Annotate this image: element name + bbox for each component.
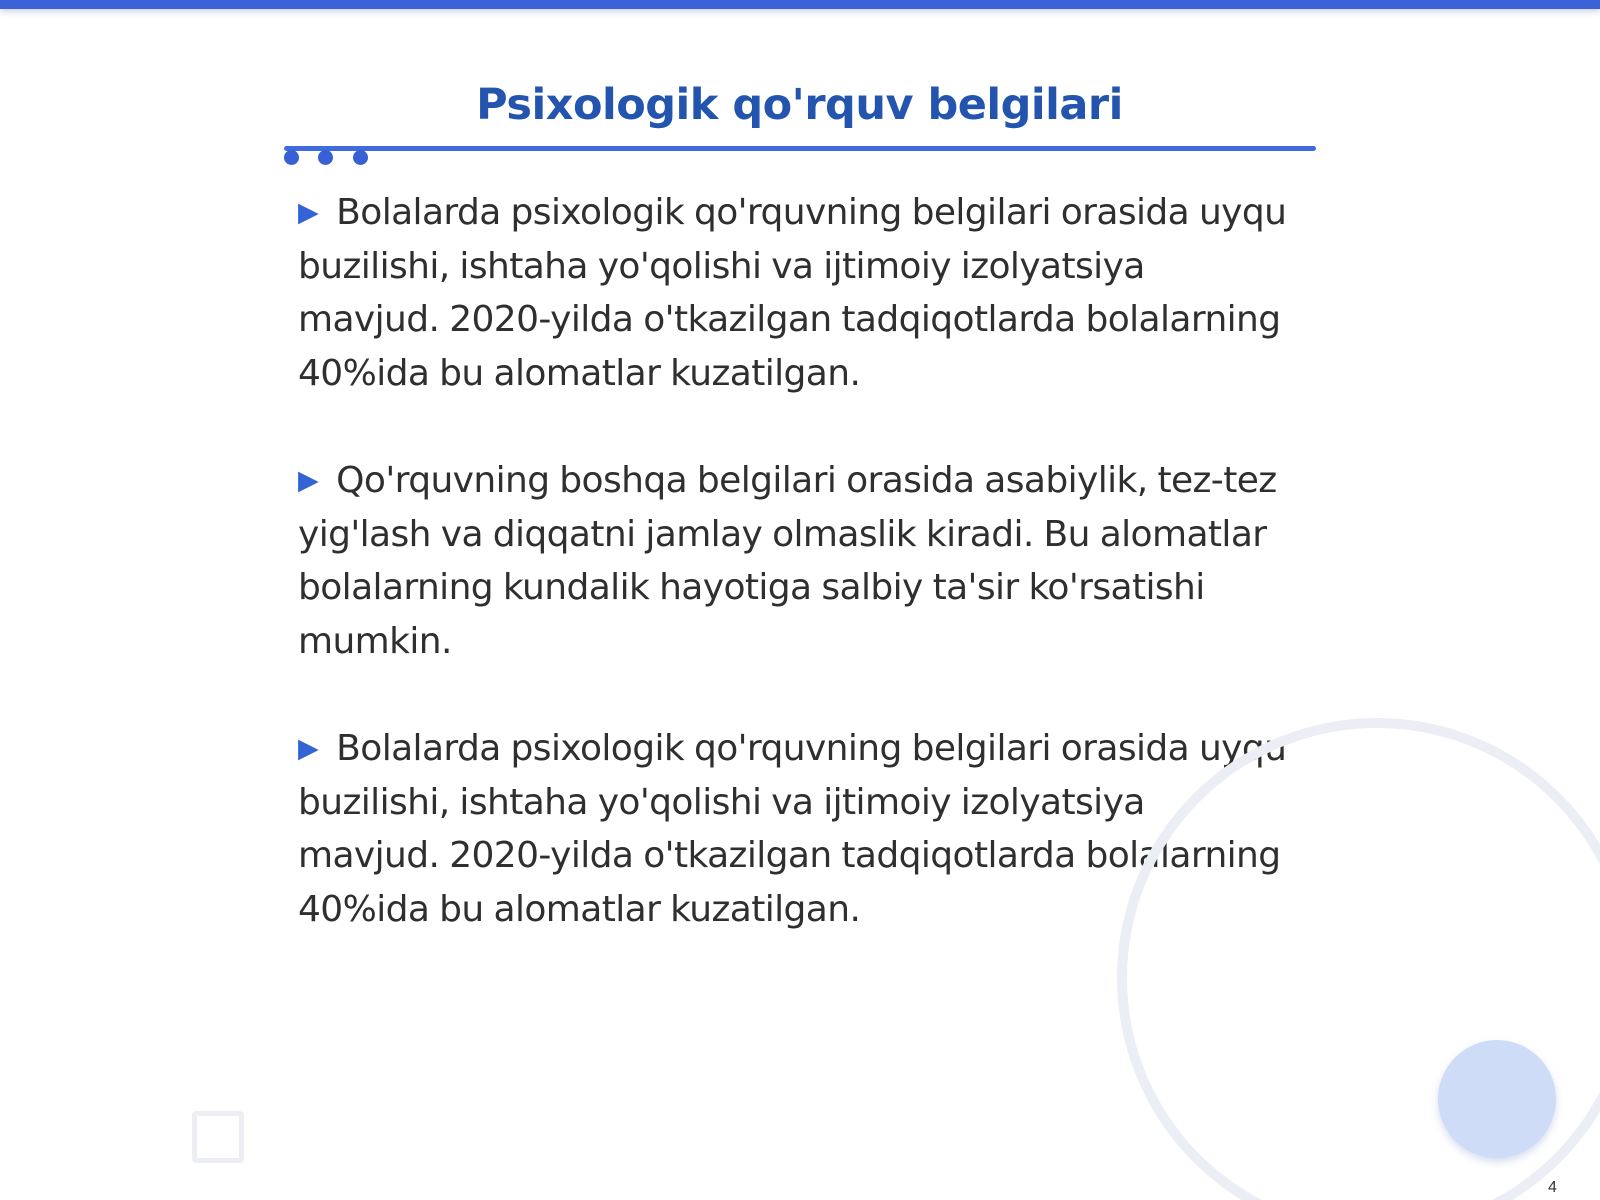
triangle-bullet-icon: ▶ bbox=[298, 733, 319, 764]
bullet-text: Bolalarda psixologik qo'rquvning belgilari orasida uyqu buzilishi, ishtaha yo'qolishi va ijtimoiy izolyatsiya mavjud. 2020-yilda o'tkazilgan tadqiqotlarda bolalarning 40%ida bu alomatlar kuzatilgan. bbox=[298, 192, 1287, 394]
triangle-bullet-icon: ▶ bbox=[298, 197, 319, 228]
decorative-dot bbox=[318, 150, 333, 165]
decorative-dot bbox=[284, 150, 299, 165]
top-accent-bar bbox=[0, 0, 1600, 9]
bullet-text: Bolalarda psixologik qo'rquvning belgilari orasida uyqu buzilishi, ishtaha yo'qolishi va ijtimoiy izolyatsiya mavjud. 2020-yilda o'tkazilgan tadqiqotlarda bolalarning 40%ida bu alomatlar kuzatilgan. bbox=[298, 728, 1287, 930]
title-underline bbox=[284, 146, 1316, 151]
triangle-bullet-icon: ▶ bbox=[298, 465, 319, 496]
page-number: 4 bbox=[1548, 1179, 1557, 1196]
slide-title: Psixologik qo'rquv belgilari bbox=[476, 80, 1123, 130]
decorative-square bbox=[192, 1111, 244, 1163]
bullet-text: Qo'rquvning boshqa belgilari orasida asabiylik, tez-tez yig'lash va diqqatni jamlay olmaslik kiradi. Bu alomatlar bolalarning kundalik hayotiga salbiy ta'sir ko'rsatishi mumkin. bbox=[298, 460, 1277, 662]
bullet-paragraph bbox=[298, 186, 1288, 400]
decorative-dot bbox=[353, 150, 368, 165]
decorative-circle bbox=[1438, 1040, 1556, 1158]
bullet-paragraph bbox=[298, 454, 1288, 668]
